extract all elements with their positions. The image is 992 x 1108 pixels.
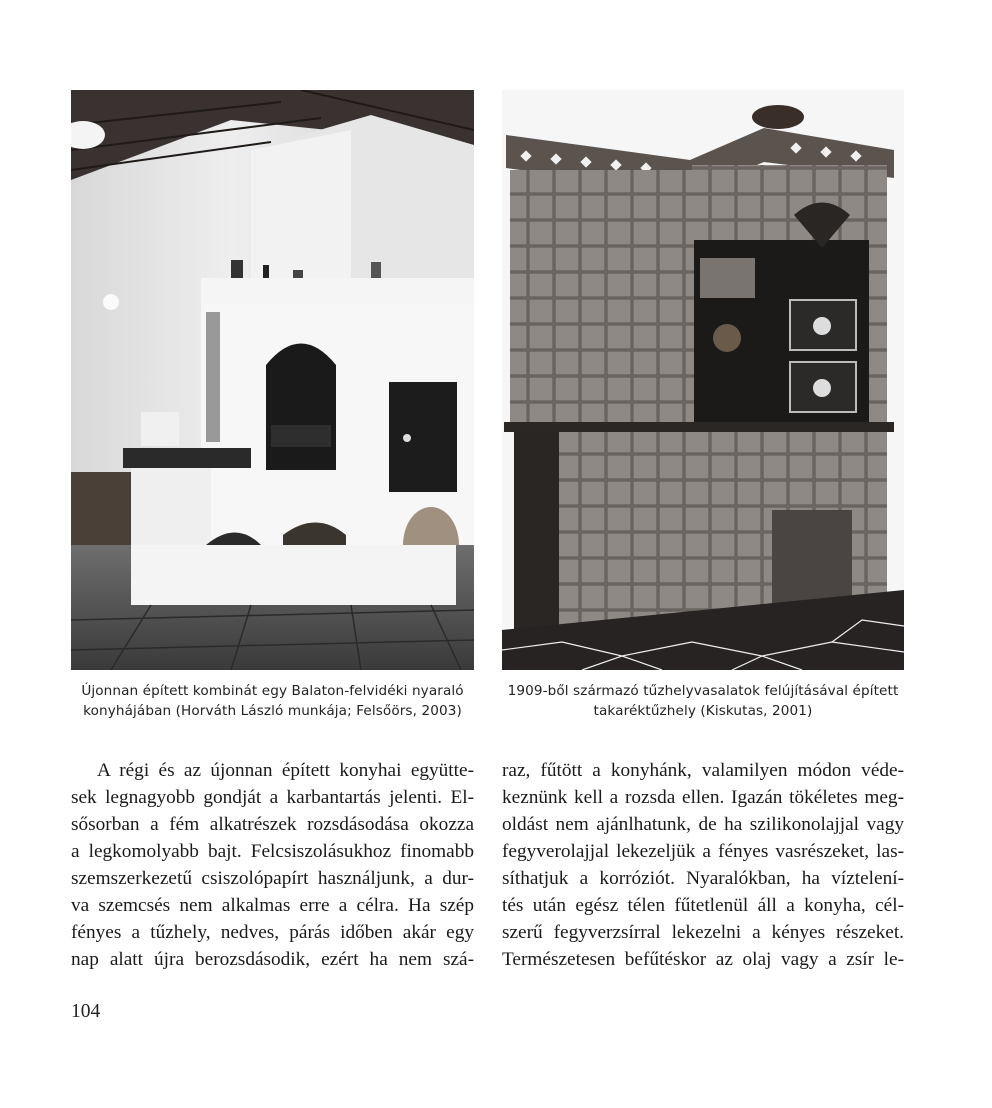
photo-kitchen-oven: [71, 90, 474, 670]
text-line: szemszerkezetű csiszolópapírt használjunk, a dur-: [71, 868, 474, 889]
figure-caption-right: [502, 681, 904, 721]
text-line: tés után egész télen fűtetlenül áll a konyha, cél-: [502, 895, 904, 916]
caption-line: konyhájában (Horváth László munkája; Felsőörs, 2003): [83, 703, 462, 719]
text-line: fényes a tűzhely, nedves, párás időben akár egy: [71, 922, 474, 943]
text-line: oldást nem ajánlhatunk, de ha szilikonolajjal vagy: [502, 814, 904, 835]
text-line: keznünk kell a rozsda ellen. Igazán tökéletes meg-: [502, 787, 904, 808]
text-line: fegyverolajjal lekezeljük a fényes vasrészeket, las-: [502, 841, 904, 862]
text-line: Természetesen befűtéskor az olaj vagy a zsír le-: [502, 949, 904, 970]
caption-line: Újonnan épített kombinát egy Balaton-felvidéki nyaraló: [81, 683, 464, 699]
kitchen-oven-illustration: [71, 90, 474, 670]
caption-line: 1909-ből származó tűzhelyvasalatok felújításával épített: [507, 683, 899, 699]
text-line: A régi és az újonnan épített konyhai együtte-: [97, 760, 474, 781]
text-line: sek legnagyobb gondját a karbantartás jelenti. El-: [71, 787, 474, 808]
body-text-right-column: [502, 757, 904, 973]
text-line: síthatjuk a korróziót. Nyaralókban, ha víztelení-: [502, 868, 904, 889]
text-line: a legkomolyabb bajt. Felcsiszolásukhoz finomabb: [71, 841, 474, 862]
text-line: nap alatt újra berozsdásodik, ezért ha nem szá-: [71, 949, 474, 970]
text-line: va szemcsés nem alkalmas erre a célra. Ha szép: [71, 895, 474, 916]
tiled-stove-illustration: [502, 90, 904, 670]
page-number: 104: [71, 1001, 101, 1022]
text-line: szerű fegyverzsírral lekezelni a kényes részeket.: [502, 922, 904, 943]
text-line: raz, fűtött a konyhánk, valamilyen módon véde-: [502, 760, 904, 781]
body-text-left-column: [71, 757, 474, 973]
text-line: sősorban a fém alkatrészek rozsdásodása okozza: [71, 814, 474, 835]
photo-tiled-stove: [502, 90, 904, 670]
figure-caption-left: [71, 681, 474, 721]
caption-line: takaréktűzhely (Kiskutas, 2001): [593, 703, 813, 719]
